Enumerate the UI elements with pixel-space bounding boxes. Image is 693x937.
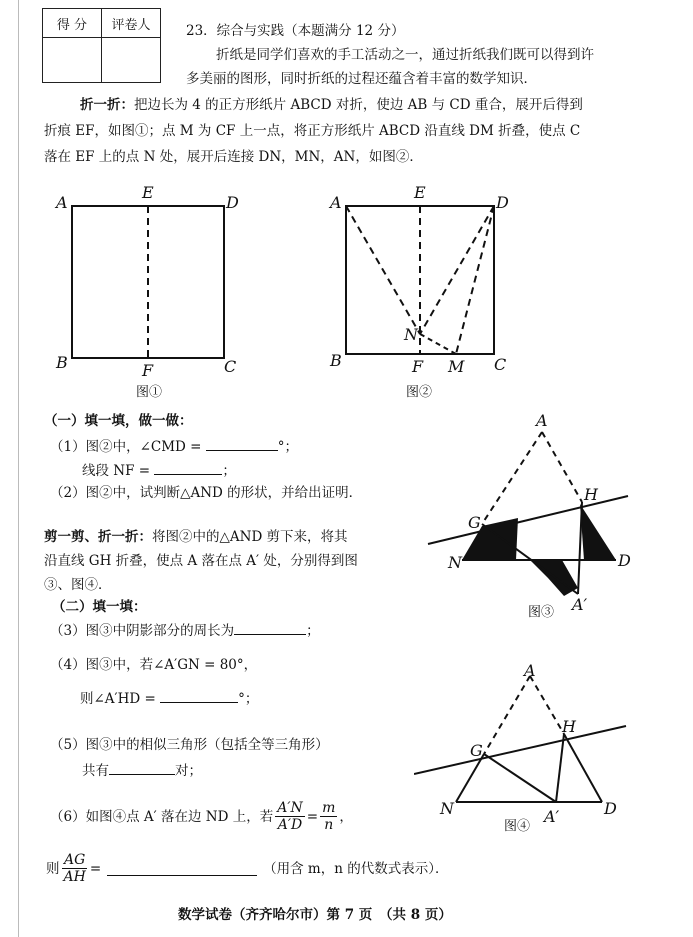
score-cell xyxy=(43,38,102,83)
q6b-equals: = xyxy=(89,860,102,877)
fig2-caption: 图② xyxy=(406,385,433,400)
intro-line-1: 折纸是同学们喜欢的手工活动之一，通过折纸我们既可以得到许 xyxy=(216,47,594,63)
q1-angle-text: （1）图②中，∠CMD = xyxy=(50,439,202,455)
q6b-note: （用含 m，n 的代数式表示）． xyxy=(263,860,449,877)
q6b-text: 则 xyxy=(46,860,60,877)
fig2-segment-an xyxy=(346,206,420,334)
fig2-label-n: N xyxy=(404,325,418,344)
fig3-ah-dashed xyxy=(542,432,582,502)
q4-text: 则∠A′HD = xyxy=(80,691,156,707)
fig3-shaded-right xyxy=(580,504,616,560)
fig3-ag-dashed xyxy=(482,432,542,524)
q6b-blank[interactable] xyxy=(107,861,257,876)
page-footer: 数学试卷（齐齐哈尔市）第 7 页 （共 8 页） xyxy=(178,907,452,923)
score-header: 得 分 xyxy=(43,9,102,38)
q5-line-2 xyxy=(82,760,202,780)
fold-paragraph-line-3: 落在 EF 上的点 N 处，展开后连接 DN，MN，AN，如图②． xyxy=(44,149,423,165)
cut-line-2: 沿直线 GH 折叠，使点 A 落在点 A′ 处，分别得到图 xyxy=(44,553,358,569)
fig1-label-a: A xyxy=(56,193,68,212)
figure-2 xyxy=(326,182,526,406)
fig4-ga-prime xyxy=(484,754,556,802)
q6-frac-den: A′D xyxy=(277,817,303,833)
q1-segment xyxy=(82,460,236,480)
q6b-fraction xyxy=(62,852,88,885)
q6-frac-num: A′N xyxy=(277,800,303,816)
q3-text: （3）图③中阴影部分的周长为 xyxy=(50,623,235,639)
fig4-label-a: A xyxy=(524,662,536,680)
fig4-label-d: D xyxy=(604,799,617,818)
fig1-label-b: B xyxy=(56,353,68,372)
fig3-caption: 图③ xyxy=(528,605,555,620)
q4-unit: °； xyxy=(238,691,259,707)
q6-equals: = xyxy=(306,808,319,825)
q4-blank[interactable] xyxy=(160,688,238,703)
figure-3 xyxy=(420,412,640,636)
fig2-label-b: B xyxy=(330,351,342,370)
q1-angle-unit: °； xyxy=(277,439,299,455)
q1-segment-blank[interactable] xyxy=(154,460,222,475)
part-2-title: （二）填一填： xyxy=(52,599,147,615)
fig3-label-g: G xyxy=(468,513,481,532)
fig4-line-gh xyxy=(414,726,626,774)
q5-text: 共有 xyxy=(82,763,109,779)
q6b-frac-num: AG xyxy=(64,852,86,868)
q1-segment-text: 线段 NF = xyxy=(82,463,151,479)
question-heading: 23．综合与实践（本题满分 12 分） xyxy=(186,23,405,39)
fig1-label-c: C xyxy=(224,357,237,376)
fig4-label-n: N xyxy=(440,799,454,818)
q1-segment-end: ； xyxy=(222,463,236,479)
fig4-side-hd xyxy=(564,734,602,802)
fold-text-1: 把边长为 4 的正方形纸片 ABCD 对折，使边 AB 与 CD 重合，展开后得到 xyxy=(134,97,583,113)
q5-line-1: （5）图③中的相似三角形（包括全等三角形） xyxy=(50,737,329,753)
fold-paragraph-line-1 xyxy=(80,96,583,114)
q3-end: ； xyxy=(306,623,320,639)
fig1-label-f: F xyxy=(142,361,154,380)
q4-line-1: （4）图③中，若∠A′GN = 80°， xyxy=(50,657,258,673)
fig4-ag-dashed xyxy=(484,676,530,754)
cut-line-3: ③、图④． xyxy=(44,577,112,593)
fig2-label-m: M xyxy=(448,357,465,376)
q3 xyxy=(50,620,320,640)
cut-line-1 xyxy=(44,528,348,546)
score-table xyxy=(42,8,161,83)
q6-text: （6）如图④点 A′ 落在边 ND 上，若 xyxy=(50,808,274,825)
cut-label: 剪一剪、折一折： xyxy=(44,529,152,545)
page-margin-rule xyxy=(18,0,19,937)
q6b-frac-den: AH xyxy=(63,869,86,885)
fig2-label-d: D xyxy=(496,193,509,212)
fold-paragraph-line-2: 折痕 EF，如图①；点 M 为 CF 上一点，将正方形纸片 ABCD 沿直线 DM 折叠，使点 C xyxy=(44,123,581,139)
q6-comma: ， xyxy=(339,808,353,825)
q6-frac2-num: m xyxy=(322,800,336,816)
fig4-caption: 图④ xyxy=(504,819,531,834)
q6-fraction-right xyxy=(320,800,337,833)
fig2-label-e: E xyxy=(414,183,426,202)
fig2-label-a: A xyxy=(330,193,342,212)
q5-blank[interactable] xyxy=(109,760,175,775)
fig4-ah-dashed xyxy=(530,676,564,734)
fig2-label-f: F xyxy=(412,357,424,376)
fig2-segment-dm xyxy=(456,206,494,354)
q6-fraction-left xyxy=(275,800,305,833)
fig3-label-a: A xyxy=(536,412,548,430)
fig2-segment-dn xyxy=(420,206,494,334)
q1-angle-blank[interactable] xyxy=(206,436,278,451)
figure-4 xyxy=(414,662,644,846)
fig3-label-n: N xyxy=(448,553,462,572)
figure-1 xyxy=(50,182,250,406)
fig4-label-h: H xyxy=(562,717,576,736)
q4-line-2 xyxy=(80,688,258,708)
fig3-ha-prime xyxy=(578,502,582,594)
fig4-ha-prime xyxy=(556,734,564,802)
fig1-label-d: D xyxy=(226,193,239,212)
cut-text-1: 将图②中的△AND 剪下来，将其 xyxy=(152,529,348,545)
q5-end: 对； xyxy=(175,763,202,779)
q2-text: （2）图②中，试判断△AND 的形状，并给出证明． xyxy=(50,485,363,501)
q6-line-1 xyxy=(50,800,353,833)
fig3-label-a-prime: A′ xyxy=(572,595,588,614)
grader-cell xyxy=(102,38,161,83)
part-1-title: （一）填一填，做一做： xyxy=(44,413,193,429)
fig1-caption: 图① xyxy=(136,385,163,400)
fig4-label-a-prime: A′ xyxy=(544,807,560,826)
intro-line-2: 多美丽的图形，同时折纸的过程还蕴含着丰富的数学知识． xyxy=(186,71,537,87)
q6-line-2 xyxy=(46,852,448,885)
fig3-label-h: H xyxy=(584,485,598,504)
fig2-segment-mn xyxy=(420,334,456,354)
q3-blank[interactable] xyxy=(234,620,306,635)
fig3-label-d: D xyxy=(618,551,631,570)
fig4-label-g: G xyxy=(470,741,483,760)
q6-frac2-den: n xyxy=(324,817,334,833)
fold-label: 折一折： xyxy=(80,97,134,113)
fig1-label-e: E xyxy=(142,183,154,202)
grader-header: 评卷人 xyxy=(102,9,161,38)
fig2-label-c: C xyxy=(494,355,507,374)
q1-angle xyxy=(50,436,298,456)
